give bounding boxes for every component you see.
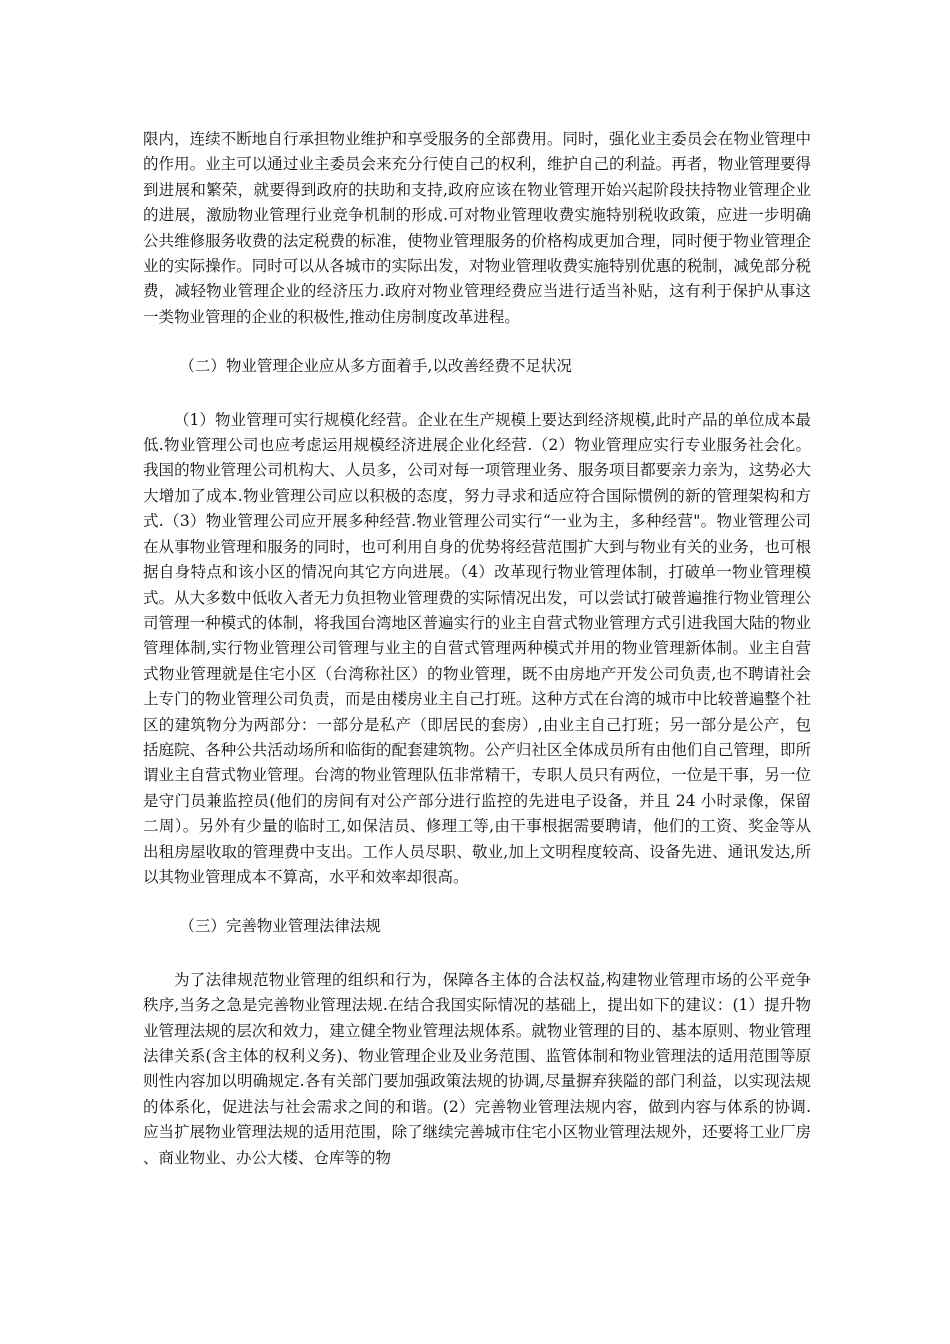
paragraph-tax-policy: 限内，连续不断地自行承担物业维护和享受服务的全部费用。同时，强化业主委员会在物业管理中的作用。业主可以通过业主委员会来充分行使自己的权利，维护自己的利益。再者，物业管理要得到进展和繁荣，就要得到政府的扶助和支持,政府应该在物业管理开始兴起阶段扶持物业管理企业的进展，激励物业管理行业竞争机制的形成.可对物业管理收费实施特别税收政策，应进一步明确公共维修服务收费的法定税费的标准，使物业管理服务的价格构成更加合理，同时便于物业管理企业的实际操作。同时可以从各城市的实际出发，对物业管理收费实施特别优惠的税制，减免部分税费，减轻物业管理企业的经济压力.政府对物业管理经费应当进行适当补贴，这有利于保护从事这一类物业管理的企业的积极性,推动住房制度改革进程。 (143, 130, 811, 326)
paragraph-management-measures: （1）物业管理可实行规模化经营。企业在生产规模上要达到经济规模,此时产品的单位成本最低.物业管理公司也应考虑运用规模经济进展企业化经营.（2）物业管理应实行专业服务社会化。我国的物业管理公司机构大、人员多，公司对每一项管理业务、服务项目都要亲力亲为，这势必大大增加了成本.物业管理公司应以积极的态度，努力寻求和适应符合国际惯例的新的管理架构和方式.（3）物业管理公司应开展多种经营.物业管理公司实行“一业为主，多种经营"。物业管理公司在从事物业管理和服务的同时，也可利用自身的优势将经营范围扩大到与物业有关的业务，也可根据自身特点和该小区的情况向其它方向进展。（4）改革现行物业管理体制，打破单一物业管理模式。从大多数中低收入者无力负担物业管理费的实际情况出发，可以尝试打破普遍推行物业管理公司管理一种模式的体制，将我国台湾地区普遍实行的业主自营式物业管理方式引进我国大陆的物业管理体制,实行物业管理公司管理与业主的自营式管理两种模式并用的物业管理新体制。业主自营式物业管理就是住宅小区（台湾称社区）的物业管理，既不由房地产开发公司负责,也不聘请社会上专门的物业管理公司负责，而是由楼房业主自己打班。这种方式在台湾的城市中比较普遍整个社区的建筑物分为两部分：一部分是私产（即居民的套房）,由业主自己打班；另一部分是公产，包括庭院、各种公共活动场所和临街的配套建筑物。公产归社区全体成员所有由他们自己管理，即所谓业主自营式物业管理。台湾的物业管理队伍非常精干，专职人员只有两位，一位是干事，另一位是守门员兼监控员(他们的房间有对公产部分进行监控的先进电子设备，并且 24 小时录像，保留二周）。另外有少量的临时工,如保洁员、修理工等,由干事根据需要聘请，他们的工资、奖金等从出租房屋收取的管理费中支出。工作人员尽职、敬业,加上文明程度较高、设备先进、通讯发达,所以其物业管理成本不算高，水平和效率却很高。 (143, 410, 811, 886)
section-heading-2: （二）物业管理企业应从多方面着手,以改善经费不足状况 (179, 357, 572, 376)
paragraph-legal-framework: 为了法律规范物业管理的组织和行为，保障各主体的合法权益,构建物业管理市场的公平竞争秩序,当务之急是完善物业管理法规.在结合我国实际情况的基础上，提出如下的建议：(1）提升物业管理法规的层次和效力，建立健全物业管理法规体系。就物业管理的目的、基本原则、物业管理法律关系(含主体的权利义务)、物业管理企业及业务范围、监管体制和物业管理法的适用范围等原则性内容加以明确规定.各有关部门要加强政策法规的协调,尽量摒弃狭隘的部门利益，以实现法规的体系化，促进法与社会需求之间的和谐。(2）完善物业管理法规内容，做到内容与体系的协调.应当扩展物业管理法规的适用范围，除了继续完善城市住宅小区物业管理法规外，还要将工业厂房、商业物业、办公大楼、仓库等的物 (143, 970, 811, 1167)
section-heading-3: （三）完善物业管理法律法规 (179, 917, 381, 936)
document-body (143, 127, 811, 1171)
